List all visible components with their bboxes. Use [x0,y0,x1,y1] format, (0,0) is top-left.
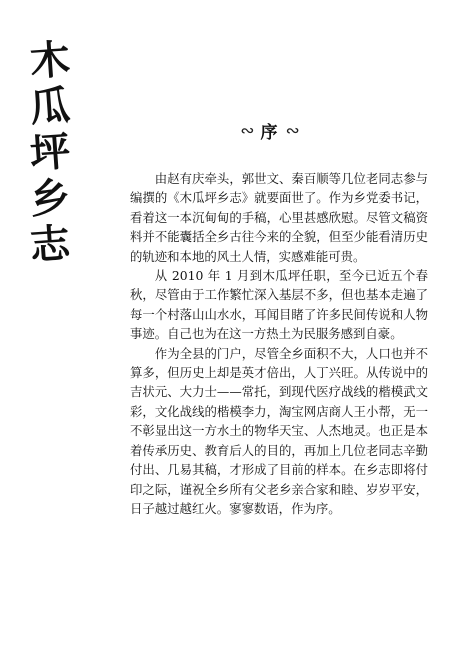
title-char: 坪 [28,127,72,178]
title-char: 乡 [28,173,72,224]
title-char: 瓜 [28,81,72,132]
preface-title: 序 [260,123,280,143]
ornament-left-icon: ∾ [240,120,255,141]
paragraph: 从 2010 年 1 月到木瓜坪任职，至今已近五个春秋，尽管由于工作繁忙深入基层不多，但也基本走遍了每一个村落山山水水，耳闻目睹了许多民间传说和人物事迹。自己也为在这一方热土为民服务感到自豪。 [130,268,428,342]
ornament-right-icon: ∾ [285,120,300,141]
vertical-book-title [18,35,82,270]
title-char: 志 [28,219,72,270]
title-char: 木 [28,35,72,86]
preface-heading [210,118,330,143]
preface-body [130,169,428,518]
paragraph: 作为全县的门户，尽管全乡面积不大，人口也并不算多，但历史上却是英才倍出，人丁兴旺。从传说中的吉状元、大力士——常托，到现代医疗战线的楷模武文彩，文化战线的楷模李力，淘宝网店商人王小帮，无一不彰显出这一方水土的物华天宝、人杰地灵。也正是本着传承历史、教育后人的目的，再加上几位老同志辛勤付出、几易其稿，才形成了目前的样本。在乡志即将付印之际，谨祝全乡所有父老乡亲合家和睦、岁岁平安，日子越过越红火。寥寥数语，作为序。 [130,345,428,516]
paragraph: 由赵有庆牵头，郭世文、秦百顺等几位老同志参与编撰的《木瓜坪乡志》就要面世了。作为乡党委书记，看着这一本沉甸甸的手稿，心里甚感欣慰。尽管文稿资料并不能囊括全乡古往今来的全貌，但至少能看清历史的轨迹和本地的风土人情，实感难能可贵。 [130,171,428,264]
